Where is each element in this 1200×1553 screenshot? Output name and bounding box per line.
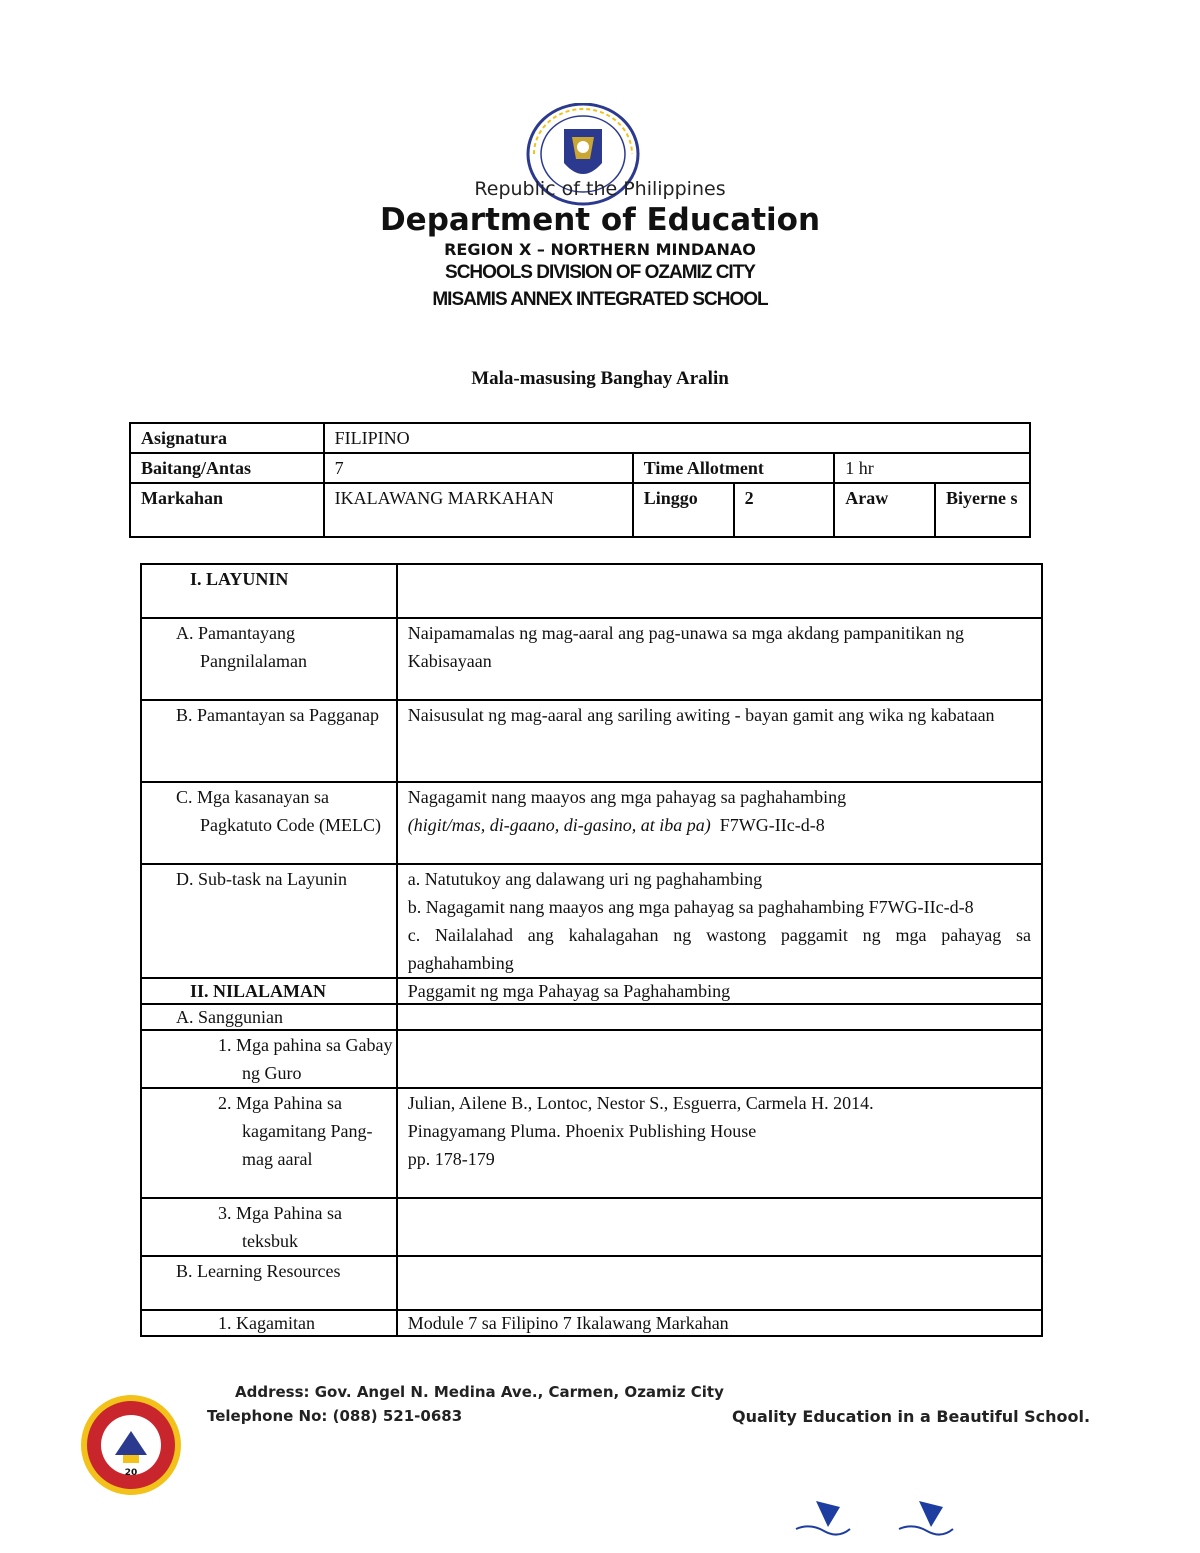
label-text: 2. Mga Pahina sa kagamitang Pang-mag aaral bbox=[218, 1093, 373, 1169]
nilalaman-heading: II. NILALAMAN bbox=[141, 978, 397, 1004]
document-title: Mala-masusing Banghay Aralin bbox=[471, 368, 729, 389]
label-text: A. Sanggunian bbox=[176, 1007, 283, 1027]
pamantayan-sa-pagganap-value: Naisusulat ng mag-aaral ang sariling awiting - bayan gamit ang wika ng kabataan bbox=[397, 700, 1042, 782]
melc-value bbox=[397, 782, 1042, 864]
label-text: D. Sub-task na Layunin bbox=[176, 869, 347, 889]
araw-value: Biyerne s bbox=[935, 483, 1030, 537]
sanggunian-label bbox=[141, 1004, 397, 1030]
school-telephone: Telephone No: (088) 521-0683 bbox=[207, 1407, 463, 1425]
table-row bbox=[141, 1030, 1042, 1088]
label-text: C. Mga kasanayan sa Pagkatuto Code (MELC) bbox=[176, 787, 381, 835]
sub-task-a: a. Natutukoy ang dalawang uri ng paghahambing bbox=[407, 869, 763, 889]
pamantayan-sa-pagganap-label bbox=[141, 700, 397, 782]
asignatura-value: FILIPINO bbox=[324, 423, 1030, 453]
label-text: 3. Mga Pahina sa teksbuk bbox=[218, 1203, 342, 1251]
sub-task-label bbox=[141, 864, 397, 978]
reference-pages: pp. 178-179 bbox=[407, 1149, 495, 1169]
label-text: A. Pamantayang Pangnilalaman bbox=[176, 623, 307, 671]
melc-examples: (higit/mas, di-gaano, di-gasino, at iba pa) bbox=[407, 815, 711, 835]
learning-resources-value bbox=[397, 1256, 1042, 1310]
table-row bbox=[130, 423, 1030, 453]
melc-label bbox=[141, 782, 397, 864]
gabay-ng-guro-label bbox=[141, 1030, 397, 1088]
footer-logo-icon bbox=[790, 1497, 854, 1537]
table-row bbox=[141, 1004, 1042, 1030]
teksbuk-label bbox=[141, 1198, 397, 1256]
school-logo bbox=[79, 1393, 183, 1497]
sub-task-c: c. Nailalahad ang kahalagahan ng wastong paggamit ng mga pahayag sa paghahambing bbox=[407, 925, 1031, 973]
melc-code: F7WG-IIc-d-8 bbox=[719, 815, 825, 835]
sub-task-b: b. Nagagamit nang maayos ang mga pahayag sa paghahambing F7WG-IIc-d-8 bbox=[407, 897, 974, 917]
gabay-ng-guro-value bbox=[397, 1030, 1042, 1088]
teksbuk-value bbox=[397, 1198, 1042, 1256]
pamantayang-pangnilalaman-label bbox=[141, 618, 397, 700]
layunin-value bbox=[397, 564, 1042, 618]
table-row bbox=[141, 864, 1042, 978]
label-text: B. Learning Resources bbox=[176, 1261, 341, 1281]
markahan-value: IKALAWANG MARKAHAN bbox=[324, 483, 633, 537]
markahan-label: Markahan bbox=[130, 483, 324, 537]
table-row bbox=[141, 618, 1042, 700]
division-heading: SCHOOLS DIVISION OF OZAMIZ CITY bbox=[445, 262, 755, 283]
svg-text:20: 20 bbox=[124, 1468, 138, 1478]
araw-label: Araw bbox=[834, 483, 935, 537]
layunin-heading: I. LAYUNIN bbox=[141, 564, 397, 618]
linggo-value: 2 bbox=[734, 483, 835, 537]
label-text: 1. Kagamitan bbox=[218, 1313, 315, 1333]
table-row bbox=[130, 453, 1030, 483]
department-heading: Department of Education bbox=[379, 202, 821, 238]
region-heading: REGION X – NORTHERN MINDANAO bbox=[444, 240, 756, 259]
baitang-value: 7 bbox=[324, 453, 633, 483]
school-heading: MISAMIS ANNEX INTEGRATED SCHOOL bbox=[432, 289, 768, 310]
table-row bbox=[141, 782, 1042, 864]
lesson-plan-table bbox=[140, 563, 1043, 1337]
pamantayang-pangnilalaman-value: Naipamamalas ng mag-aaral ang pag-unawa sa mga akdang pampanitikan ng Kabisayaan bbox=[397, 618, 1042, 700]
footer-logo-icon bbox=[893, 1497, 957, 1537]
school-motto: Quality Education in a Beautiful School. bbox=[732, 1407, 1091, 1426]
time-allotment-value: 1 hr bbox=[834, 453, 1030, 483]
nilalaman-value: Paggamit ng mga Pahayag sa Paghahambing bbox=[397, 978, 1042, 1004]
table-row bbox=[130, 483, 1030, 537]
table-row bbox=[141, 1256, 1042, 1310]
info-table bbox=[129, 422, 1031, 538]
baitang-label: Baitang/Antas bbox=[130, 453, 324, 483]
school-address: Address: Gov. Angel N. Medina Ave., Carmen, Ozamiz City bbox=[235, 1383, 724, 1401]
table-row bbox=[141, 700, 1042, 782]
melc-text: Nagagamit nang maayos ang mga pahayag sa paghahambing bbox=[407, 787, 847, 807]
republic-heading: Republic of the Philippines bbox=[474, 178, 726, 200]
table-row bbox=[141, 564, 1042, 618]
table-row bbox=[141, 978, 1042, 1004]
kagamitan-value: Module 7 sa Filipino 7 Ikalawang Markahan bbox=[397, 1310, 1042, 1336]
learning-resources-label bbox=[141, 1256, 397, 1310]
sub-task-value bbox=[397, 864, 1042, 978]
kagamitan-label bbox=[141, 1310, 397, 1336]
table-row bbox=[141, 1088, 1042, 1198]
time-allotment-label: Time Allotment bbox=[633, 453, 834, 483]
asignatura-label: Asignatura bbox=[130, 423, 324, 453]
kagamitang-pang-mag-aaral-label bbox=[141, 1088, 397, 1198]
table-row bbox=[141, 1310, 1042, 1336]
label-text: B. Pamantayan sa Pagganap bbox=[176, 705, 379, 725]
sanggunian-value bbox=[397, 1004, 1042, 1030]
table-row bbox=[141, 1198, 1042, 1256]
label-text: 1. Mga pahina sa Gabay ng Guro bbox=[218, 1035, 393, 1083]
linggo-label: Linggo bbox=[633, 483, 734, 537]
kagamitang-pang-mag-aaral-value bbox=[397, 1088, 1042, 1198]
reference-authors: Julian, Ailene B., Lontoc, Nestor S., Esguerra, Carmela H. 2014. bbox=[407, 1093, 874, 1113]
reference-publisher: Pinagyamang Pluma. Phoenix Publishing House bbox=[407, 1121, 757, 1141]
